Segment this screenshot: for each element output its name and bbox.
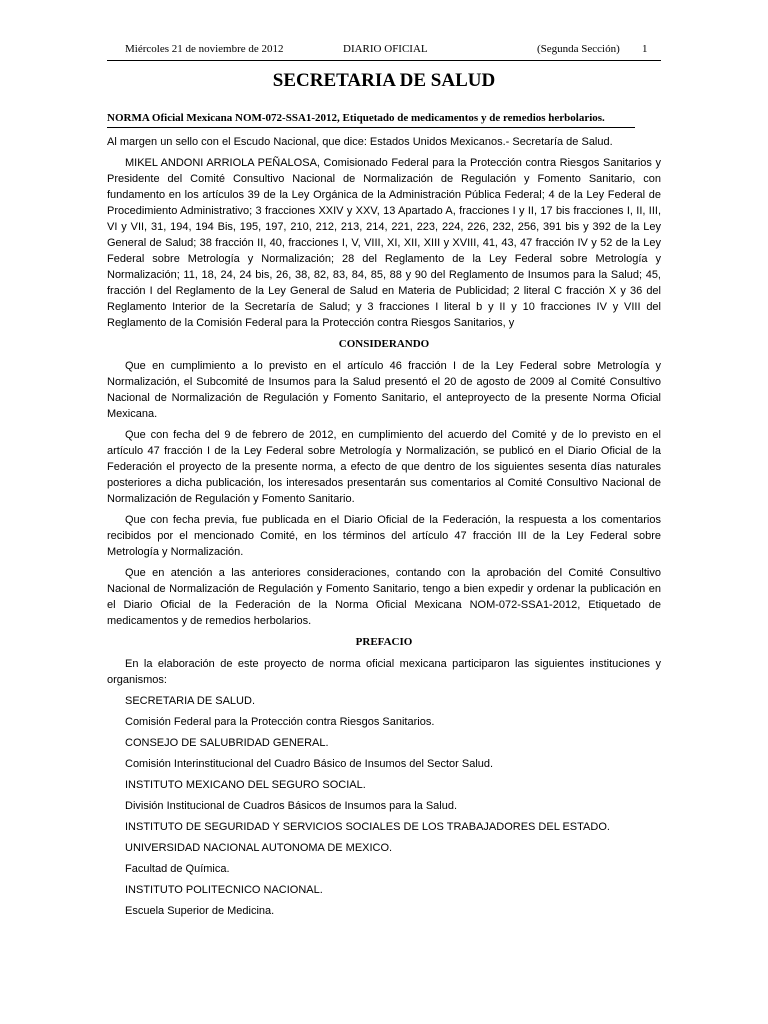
page-title: SECRETARIA DE SALUD xyxy=(272,70,496,91)
considerando-paragraph: Que con fecha del 9 de febrero de 2012, en cumplimiento del acuerdo del Comité y de lo previsto en el artículo 47 fracción I de la Ley Federal sobre Metrología y Normalización, se publicó en el Diario Oficial de la Federación el proyecto de la presente norma, a efecto de que dentro de los siguientes sesenta días naturales posteriores a dicha publicación, los interesados presentarán sus comentarios al Comité Consultivo Nacional de Normalización de Regulación y Fomento Sanitario. xyxy=(107,429,661,505)
list-item: Facultad de Química. xyxy=(125,863,230,875)
institutions-list xyxy=(107,693,661,919)
header-divider xyxy=(107,60,661,61)
list-item: Comisión Interinstitucional del Cuadro Básico de Insumos del Sector Salud. xyxy=(125,758,494,770)
considerando-heading: CONSIDERANDO xyxy=(338,338,430,350)
list-item: CONSEJO DE SALUBRIDAD GENERAL. xyxy=(125,737,329,749)
document-body xyxy=(107,134,661,924)
preamble-paragraph: MIKEL ANDONI ARRIOLA PEÑALOSA, Comisionado Federal para la Protección contra Riesgos Sanitarios y Presidente del Comité Consultivo Nacional de Normalización de Regulación y Fomento Sanitario, con fundamento en los artículos 39 de la Ley Orgánica de la Administración Pública Federal; 4 de la Ley Federal de Procedimiento Administrativo; 3 fracciones XXIV y XXV, 13 Apartado A, fracciones I y II, 17 bis fracciones I, II, III, VI y VII, 31, 194, 194 Bis, 195, 197, 210, 212, 213, 214, 221, 223, 224, 226, 232, 256, 391 bis y 392 de la Ley General de Salud; 38 fracción II, 40, fracciones I, V, VIII, XI, XII, XIII y XVIII, 41, 43, 47 fracción IV y 52 de la Ley Federal sobre Metrología y Normalización; 28 del Reglamento de la Ley Federal sobre Metrología y Normalización; 11, 18, 24, 24 bis, 26, 38, 82, 83, 84, 85, 88 y 90 del Reglamento de Insumos para la Salud; 45, fracción I del Reglamento de la Ley General de Salud en Materia de Publicidad; 2 literal C fracción X y 36 del Reglamento Interior de la Secretaría de Salud; y 3 fracciones I literal b y II y 10 fracciones IV y VIII del Reglamento de la Comisión Federal para la Protección contra Riesgos Sanitarios, y xyxy=(107,157,661,329)
list-item: SECRETARIA DE SALUD. xyxy=(125,695,255,707)
page-header xyxy=(107,43,661,61)
prefacio-intro: En la elaboración de este proyecto de norma oficial mexicana participaron las siguientes instituciones y organismos: xyxy=(107,658,661,686)
list-item: Comisión Federal para la Protección contra Riesgos Sanitarios. xyxy=(125,716,435,728)
header-date: Miércoles 21 de noviembre de 2012 xyxy=(125,43,284,55)
considerando-paragraph: Que en atención a las anteriores consideraciones, contando con la aprobación del Comité Consultivo Nacional de Normalización de Regulación y Fomento Sanitario, tengo a bien expedir y ordenar la publicación en el Diario Oficial de la Federación de la Norma Oficial Mexicana NOM-072-SSA1-2012, Etiquetado de medicamentos y de remedios herbolarios. xyxy=(107,567,661,627)
list-item: INSTITUTO MEXICANO DEL SEGURO SOCIAL. xyxy=(125,779,366,791)
list-item: División Institucional de Cuadros Básicos de Insumos para la Salud. xyxy=(125,800,458,812)
norma-divider xyxy=(107,127,635,128)
considerando-paragraph: Que en cumplimiento a lo previsto en el artículo 46 fracción I de la Ley Federal sobre Metrología y Normalización, el Subcomité de Insumos para la Salud presentó el 20 de agosto de 2009 al Comité Consultivo Nacional de Normalización de Regulación y Fomento Sanitario, el anteproyecto de la presente Norma Oficial Mexicana. xyxy=(107,360,661,420)
header-publication: DIARIO OFICIAL xyxy=(343,43,428,55)
header-section: (Segunda Sección) xyxy=(537,43,620,55)
list-item: INSTITUTO DE SEGURIDAD Y SERVICIOS SOCIALES DE LOS TRABAJADORES DEL ESTADO. xyxy=(125,821,610,833)
considerando-paragraph: Que con fecha previa, fue publicada en el Diario Oficial de la Federación, la respuesta a los comentarios recibidos por el mencionado Comité, en los términos del artículo 47 fracción III de la Ley Federal sobre Metrología y Normalización. xyxy=(107,514,661,558)
list-item: INSTITUTO POLITECNICO NACIONAL. xyxy=(125,884,323,896)
margin-note: Al margen un sello con el Escudo Nacional, que dice: Estados Unidos Mexicanos.- Secretaría de Salud. xyxy=(107,136,613,148)
list-item: Escuela Superior de Medicina. xyxy=(125,905,275,917)
header-page-number: 1 xyxy=(642,43,648,55)
prefacio-heading: PREFACIO xyxy=(355,636,413,648)
norma-title: NORMA Oficial Mexicana NOM-072-SSA1-2012, Etiquetado de medicamentos y de remedios herbolarios. xyxy=(107,112,605,124)
list-item: UNIVERSIDAD NACIONAL AUTONOMA DE MEXICO. xyxy=(125,842,393,854)
